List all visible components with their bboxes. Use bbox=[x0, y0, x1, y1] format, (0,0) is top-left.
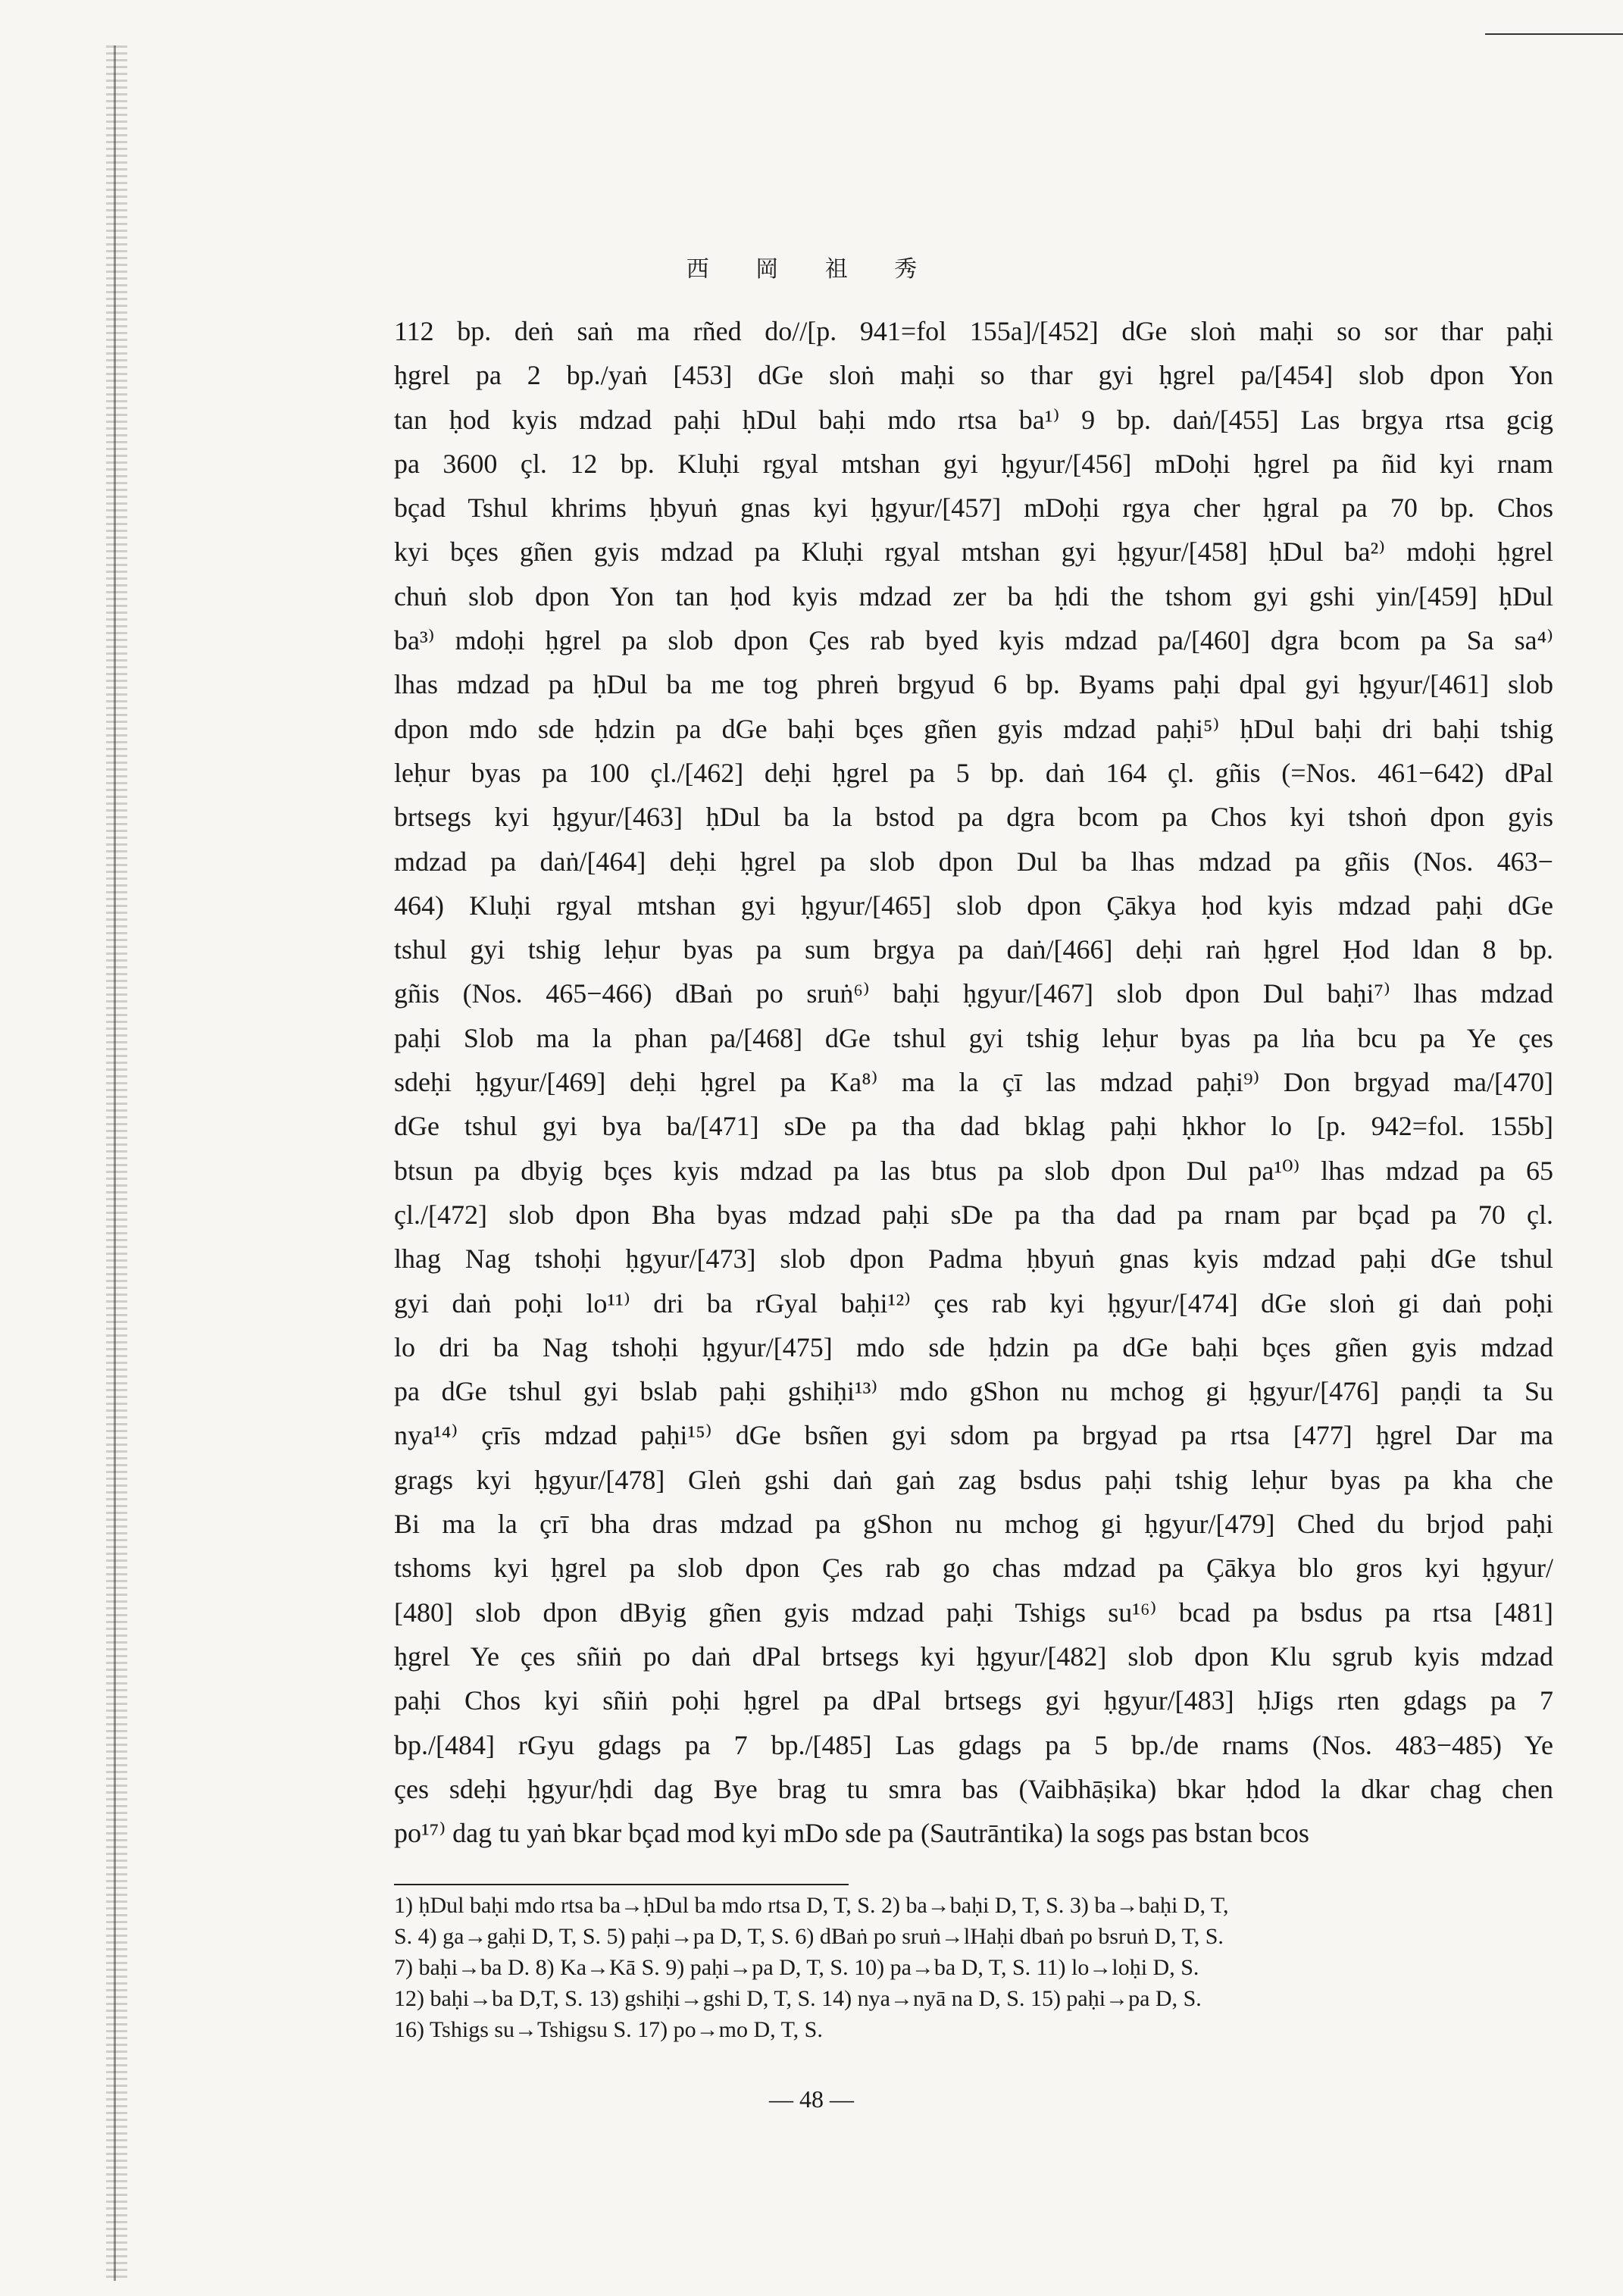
top-rule bbox=[1485, 33, 1623, 35]
text-line: leḥur byas pa 100 çl./[462] deḥi ḥgrel pa 5 bp. daṅ 164 çl. gñis (=Nos. 461−642) dPal bbox=[394, 757, 1553, 788]
running-header-author: 西 岡 祖 秀 bbox=[686, 256, 937, 283]
text-line: grags kyi ḥgyur/[478] Gleṅ gshi daṅ gaṅ zag bsdus paḥi tshig leḥur byas pa kha che bbox=[394, 1464, 1553, 1495]
text-line: kyi bçes gñen gyis mdzad pa Kluḥi rgyal mtshan gyi ḥgyur/[458] ḥDul ba²⁾ mdoḥi ḥgrel bbox=[394, 536, 1553, 568]
text-line: pa dGe tshul gyi bslab paḥi gshiḥi¹³⁾ mdo gShon nu mchog gi ḥgyur/[476] paṇḍi ta Su bbox=[394, 1376, 1553, 1407]
binding-edge-line bbox=[114, 45, 116, 2281]
text-line: lhag Nag tshoḥi ḥgyur/[473] slob dpon Padma ḥbyuṅ gnas kyis mdzad paḥi dGe tshul bbox=[394, 1243, 1553, 1275]
text-line: çes sdeḥi ḥgyur/ḥdi dag Bye brag tu smra bas (Vaibhāṣika) bkar ḥdod la dkar chag chen bbox=[394, 1773, 1553, 1804]
footnote-line: 7) baḥi→ba D. 8) Ka→Kā S. 9) paḥi→pa D, T, S. 10) pa→ba D, T, S. 11) lo→loḥi D, S. bbox=[394, 1955, 1199, 1980]
text-line: gyi daṅ poḥi lo¹¹⁾ dri ba rGyal baḥi¹²⁾ çes rab kyi ḥgyur/[474] dGe sloṅ gi daṅ poḥi bbox=[394, 1287, 1553, 1318]
text-line: Bi ma la çrī bha dras mdzad pa gShon nu mchog gi ḥgyur/[479] Ched du brjod paḥi bbox=[394, 1509, 1553, 1540]
text-line: dGe tshul gyi bya ba/[471] sDe pa tha dad bklag paḥi ḥkhor lo [p. 942=fol. 155b] bbox=[394, 1111, 1553, 1142]
footnote-line: S. 4) ga→gaḥi D, T, S. 5) paḥi→pa D, T, S. 6) dBaṅ po sruṅ→lHaḥi dbaṅ po bsruṅ D, T, S. bbox=[394, 1924, 1224, 1949]
text-line: lhas mdzad pa ḥDul ba me tog phreṅ brgyud 6 bp. Byams paḥi dpal gyi ḥgyur/[461] slob bbox=[394, 669, 1553, 700]
text-line: bp./[484] rGyu gdags pa 7 bp./[485] Las gdags pa 5 bp./de rnams (Nos. 483−485) Ye bbox=[394, 1729, 1553, 1760]
text-line: [480] slob dpon dByig gñen gyis mdzad paḥi Tshigs su¹⁶⁾ bcad pa bsdus pa rtsa [481] bbox=[394, 1597, 1553, 1628]
text-line: pa 3600 çl. 12 bp. Kluḥi rgyal mtshan gyi ḥgyur/[456] mDoḥi ḥgrel pa ñid kyi rnam bbox=[394, 448, 1553, 479]
text-line: tshoms kyi ḥgrel pa slob dpon Çes rab go chas mdzad pa Çākya blo gros kyi ḥgyur/ bbox=[394, 1553, 1553, 1584]
text-line: paḥi Slob ma la phan pa/[468] dGe tshul gyi tshig leḥur byas pa lṅa bcu pa Ye çes bbox=[394, 1022, 1553, 1053]
footnote-line: 12) baḥi→ba D,T, S. 13) gshiḥi→gshi D, T, S. 14) nya→nyā na D, S. 15) paḥi→pa D, S. bbox=[394, 1986, 1202, 2011]
text-line: dpon mdo sde ḥdzin pa dGe baḥi bçes gñen gyis mdzad paḥi⁵⁾ ḥDul baḥi dri baḥi tshig bbox=[394, 713, 1553, 744]
text-line: 464) Kluḥi rgyal mtshan gyi ḥgyur/[465] slob dpon Çākya ḥod kyis mdzad paḥi dGe bbox=[394, 890, 1553, 921]
footnote-separator bbox=[394, 1884, 849, 1885]
text-line: lo dri ba Nag tshoḥi ḥgyur/[475] mdo sde ḥdzin pa dGe baḥi bçes gñen gyis mdzad bbox=[394, 1331, 1553, 1362]
text-line: nya¹⁴⁾ çrīs mdzad paḥi¹⁵⁾ dGe bsñen gyi sdom pa brgyad pa rtsa [477] ḥgrel Dar ma bbox=[394, 1420, 1553, 1451]
text-line: ḥgrel pa 2 bp./yaṅ [453] dGe sloṅ maḥi so thar gyi ḥgrel pa/[454] slob dpon Yon bbox=[394, 360, 1553, 391]
text-line: gñis (Nos. 465−466) dBaṅ po sruṅ⁶⁾ baḥi ḥgyur/[467] slob dpon Dul baḥi⁷⁾ lhas mdzad bbox=[394, 978, 1553, 1009]
page-number: — 48 — bbox=[769, 2085, 854, 2113]
text-line: chuṅ slob dpon Yon tan ḥod kyis mdzad zer ba ḥdi the tshom gyi gshi yin/[459] ḥDul bbox=[394, 580, 1553, 612]
text-line: mdzad pa daṅ/[464] deḥi ḥgrel pa slob dpon Dul ba lhas mdzad pa gñis (Nos. 463− bbox=[394, 846, 1553, 877]
text-line: bçad Tshul khrims ḥbyuṅ gnas kyi ḥgyur/[457] mDoḥi rgya cher ḥgral pa 70 bp. Chos bbox=[394, 493, 1553, 524]
text-line: ḥgrel Ye çes sñiṅ po daṅ dPal brtsegs kyi ḥgyur/[482] slob dpon Klu sgrub kyis mdzad bbox=[394, 1641, 1553, 1672]
binding-edge-shadow bbox=[106, 45, 127, 2281]
main-text-block bbox=[394, 309, 1553, 1855]
text-line: po¹⁷⁾ dag tu yaṅ bkar bçad mod kyi mDo sde pa (Sautrāntika) la sogs pas bstan bcos bbox=[394, 1818, 1309, 1849]
footnote-line: 16) Tshigs su→Tshigsu S. 17) po→mo D, T, S. bbox=[394, 2017, 823, 2042]
footnote-line: 1) ḥDul baḥi mdo rtsa ba→ḥDul ba mdo rtsa D, T, S. 2) ba→baḥi D, T, S. 3) ba→baḥi D, T, bbox=[394, 1893, 1229, 1918]
footnotes-block bbox=[394, 1890, 1553, 2045]
text-line: çl./[472] slob dpon Bha byas mdzad paḥi sDe pa tha dad pa rnam par bçad pa 70 çl. bbox=[394, 1199, 1553, 1230]
text-line: tan ḥod kyis mdzad paḥi ḥDul baḥi mdo rtsa ba¹⁾ 9 bp. daṅ/[455] Las brgya rtsa gcig bbox=[394, 404, 1553, 435]
text-line: 112 bp. deṅ saṅ ma rñed do//[p. 941=fol 155a]/[452] dGe sloṅ maḥi so sor thar paḥi bbox=[394, 316, 1553, 346]
text-line: ba³⁾ mdoḥi ḥgrel pa slob dpon Çes rab byed kyis mdzad pa/[460] dgra bcom pa Sa sa⁴⁾ bbox=[394, 625, 1553, 656]
text-line: btsun pa dbyig bçes kyis mdzad pa las btus pa slob dpon Dul pa¹⁰⁾ lhas mdzad pa 65 bbox=[394, 1155, 1553, 1186]
text-line: paḥi Chos kyi sñiṅ poḥi ḥgrel pa dPal brtsegs gyi ḥgyur/[483] ḥJigs rten gdags pa 7 bbox=[394, 1685, 1553, 1716]
text-line: brtsegs kyi ḥgyur/[463] ḥDul ba la bstod pa dgra bcom pa Chos kyi tshoṅ dpon gyis bbox=[394, 802, 1553, 833]
text-line: sdeḥi ḥgyur/[469] deḥi ḥgrel pa Ka⁸⁾ ma la çī las mdzad paḥi⁹⁾ Don brgyad ma/[470] bbox=[394, 1067, 1553, 1098]
text-line: tshul gyi tshig leḥur byas pa sum brgya pa daṅ/[466] deḥi raṅ ḥgrel Ḥod ldan 8 bp. bbox=[394, 934, 1553, 965]
